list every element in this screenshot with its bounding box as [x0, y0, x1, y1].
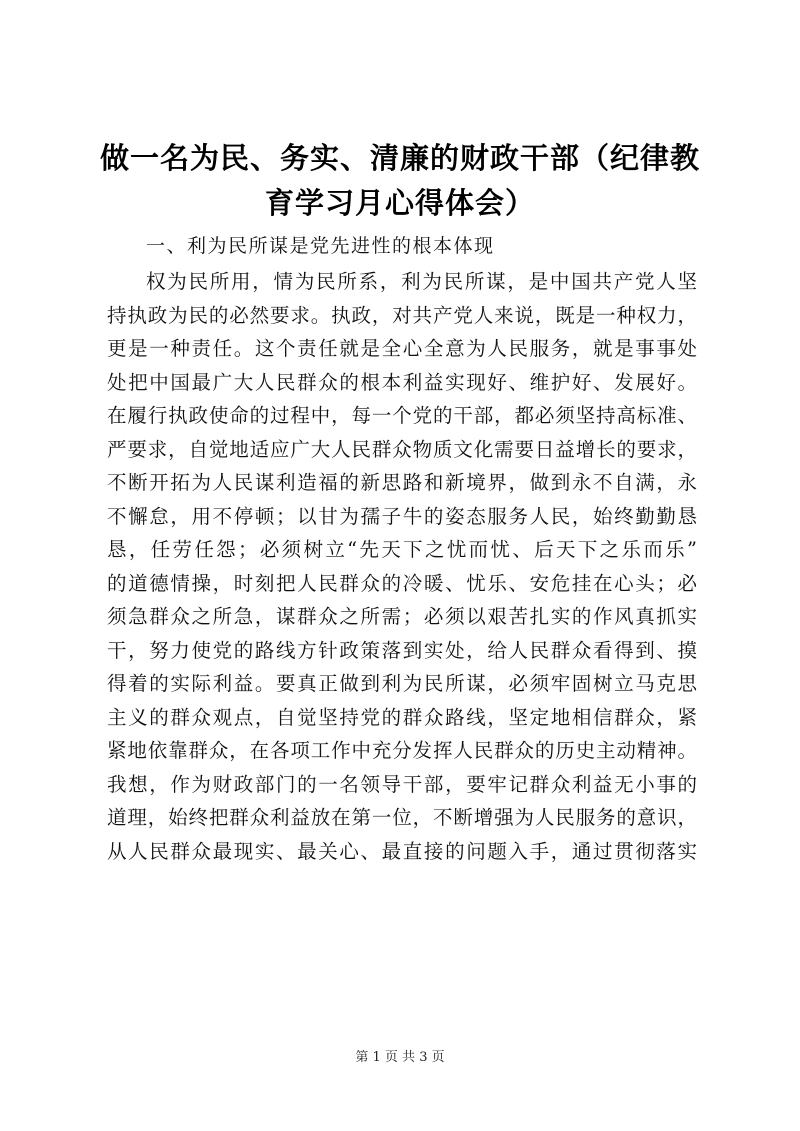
body-line: 严要求，自觉地适应广大人民群众物质文化需要日益增长的要求，	[107, 437, 697, 461]
body-line: 不断开拓为人民谋利造福的新思路和新境界，做到永不自满，永	[107, 471, 697, 494]
page-footer: 第 1 页 共 3 页	[355, 1050, 445, 1065]
body-paragraph	[107, 265, 697, 868]
body-line: 道理，始终把群众利益放在第一位，不断增强为人民服务的意识，	[107, 806, 697, 829]
body-line: 恳，任劳任怨；必须树立“先天下之忧而忧、后天下之乐而乐”	[107, 538, 697, 561]
title-line-2: 育学习月心得体会）	[264, 186, 535, 220]
body-line: 更是一种责任。这个责任就是全心全意为人民服务，就是事事处	[107, 337, 697, 360]
body-line: 从人民群众最现实、最关心、最直接的问题入手，通过贯彻落实	[107, 839, 697, 863]
body-line: 我想，作为财政部门的一名领导干部，要牢记群众利益无小事的	[107, 772, 697, 796]
document-title	[90, 136, 710, 226]
body-line: 权为民所用，情为民所系，利为民所谋，是中国共产党人坚	[146, 270, 697, 293]
body-line: 处把中国最广大人民群众的根本利益实现好、维护好、发展好。	[107, 370, 697, 394]
body-line: 主义的群众观点，自觉坚持党的群众路线，坚定地相信群众，紧	[107, 705, 697, 729]
body-line: 的道德情操，时刻把人民群众的冷暖、忧乐、安危挂在心头；必	[107, 571, 697, 595]
body-line: 持执政为民的必然要求。执政，对共产党人来说，既是一种权力，	[107, 303, 697, 327]
body-line: 得着的实际利益。要真正做到利为民所谋，必须牢固树立马克思	[107, 672, 697, 695]
body-line: 不懈怠，用不停顿；以甘为孺子牛的姿态服务人民，始终勤勤恳	[107, 504, 697, 528]
body-line: 在履行执政使命的过程中，每一个党的干部，都必须坚持高标准、	[107, 404, 697, 427]
body-line: 须急群众之所急，谋群众之所需；必须以艰苦扎实的作风真抓实	[107, 605, 697, 628]
body-line: 紧地依靠群众，在各项工作中充分发挥人民群众的历史主动精神。	[107, 739, 697, 762]
body-line: 干，努力使党的路线方针政策落到实处，给人民群众看得到、摸	[107, 638, 697, 662]
section-heading: 一、利为民所谋是党先进性的根本体现	[146, 235, 495, 257]
title-line-1: 做一名为民、务实、清廉的财政干部（纪律教	[99, 141, 700, 175]
